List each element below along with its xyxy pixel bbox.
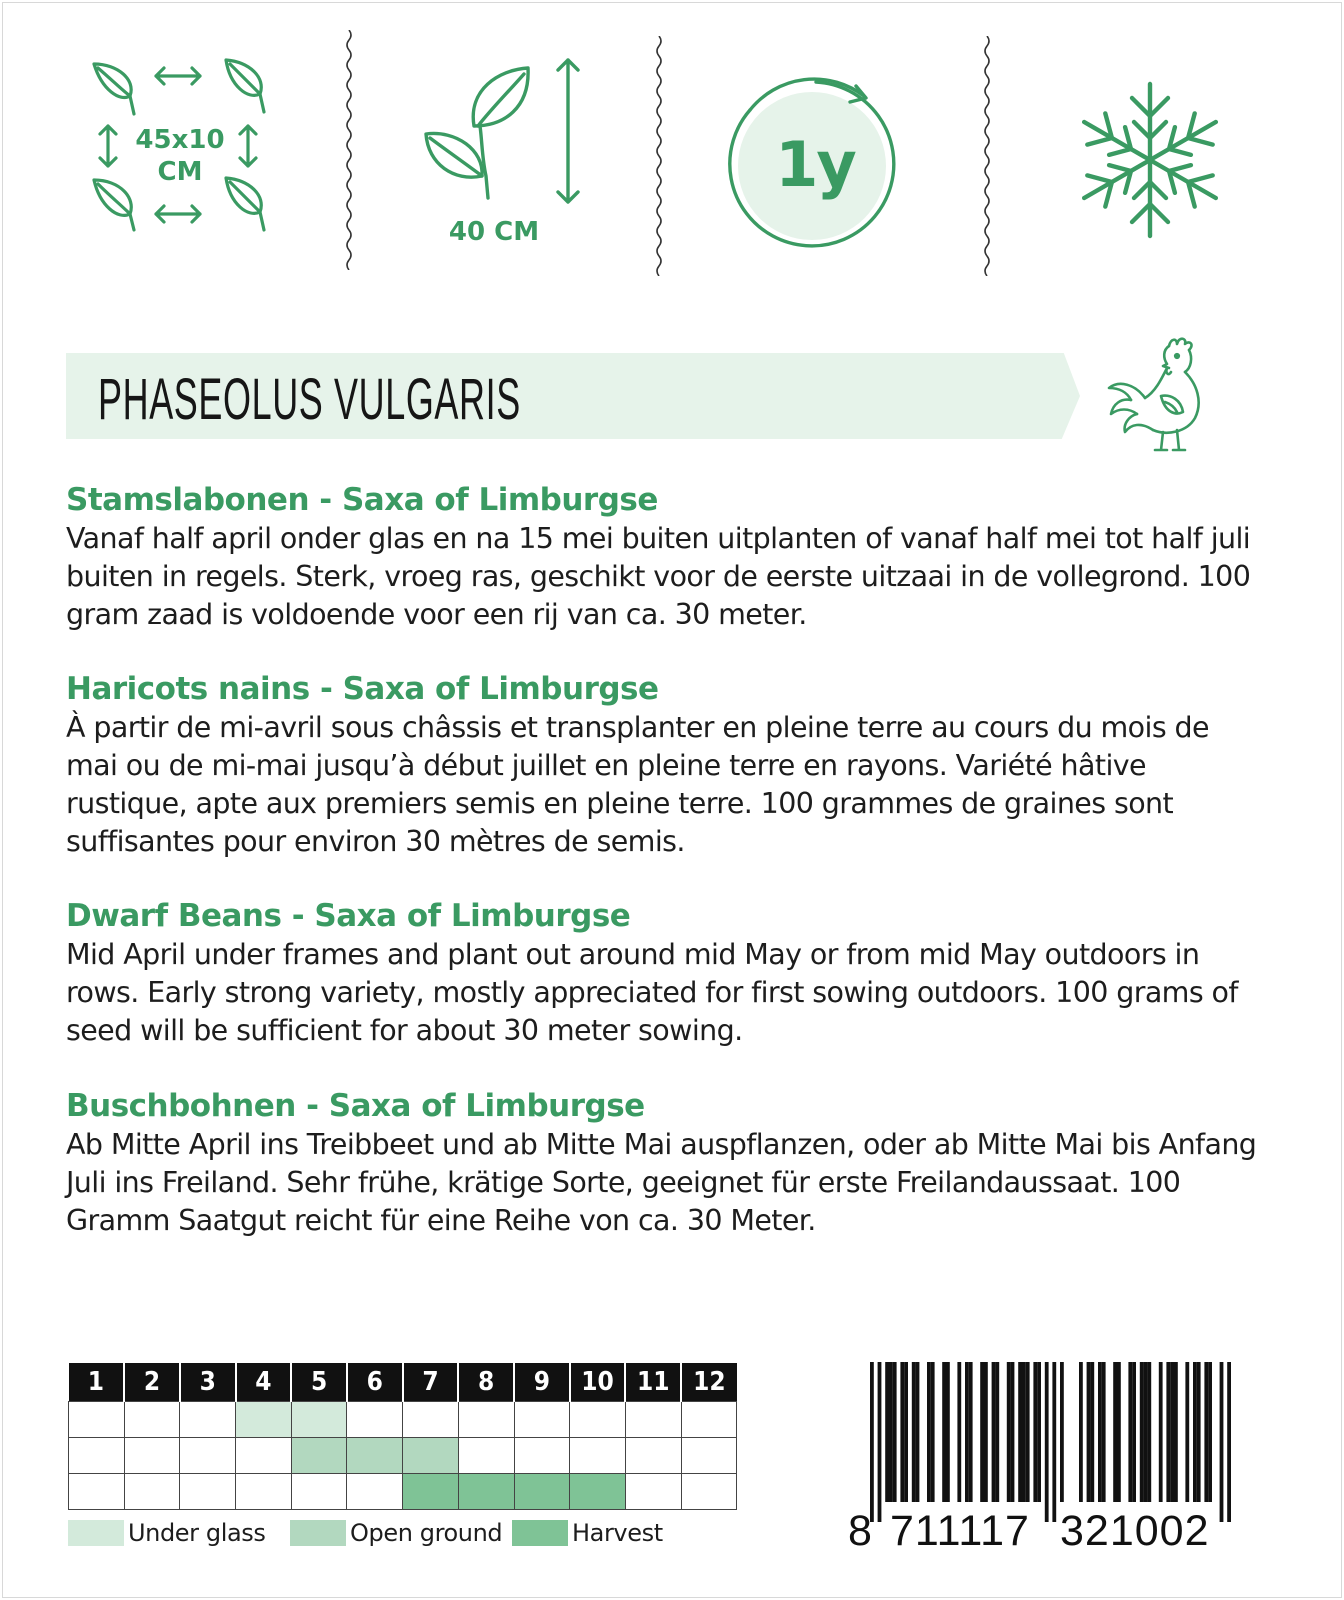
plant-height-icon — [420, 30, 600, 210]
calendar-cell — [458, 1401, 514, 1437]
calendar-cell — [124, 1401, 180, 1437]
calendar-cell — [236, 1437, 292, 1473]
barcode-bar — [916, 1362, 920, 1502]
calendar-cell — [236, 1473, 292, 1509]
legend-label: Under glass — [128, 1519, 266, 1547]
calendar-cell — [625, 1401, 681, 1437]
barcode-bar — [1170, 1362, 1174, 1502]
calendar-cell — [347, 1401, 403, 1437]
calendar-cell — [681, 1401, 737, 1437]
barcode-bar — [969, 1362, 973, 1502]
calendar-cell — [570, 1401, 626, 1437]
calendar-cell — [681, 1437, 737, 1473]
section-title: Stamslabonen - Saxa of Limburgse — [66, 482, 658, 518]
barcode-bar — [1098, 1362, 1102, 1502]
wavy-divider — [344, 30, 354, 270]
barcode-bar — [1144, 1362, 1148, 1502]
calendar-cell — [403, 1437, 459, 1473]
barcode-bar — [992, 1362, 996, 1502]
calendar-cell — [236, 1401, 292, 1437]
calendar-month-row — [69, 1363, 737, 1401]
barcode-bar — [904, 1362, 908, 1502]
calendar-month-2: 2 — [124, 1363, 180, 1401]
barcode-group-left: 711117 — [890, 1507, 1030, 1555]
barcode-bar — [1117, 1362, 1121, 1502]
barcode-bar — [1197, 1362, 1201, 1502]
barcode-bar — [980, 1362, 984, 1502]
calendar-cell — [625, 1473, 681, 1509]
barcode-bar — [1227, 1362, 1231, 1522]
barcode-bar — [1026, 1362, 1030, 1502]
barcode-bar — [927, 1362, 931, 1502]
barcode-bar — [1147, 1362, 1151, 1502]
barcode-bar — [1204, 1362, 1208, 1502]
barcode-bar — [893, 1362, 897, 1502]
icons-row — [0, 0, 1344, 290]
snowflake-icon — [1074, 30, 1234, 250]
rooster-icon — [1105, 332, 1215, 456]
wavy-divider — [654, 36, 664, 276]
barcode-bar — [1079, 1362, 1083, 1502]
barcode-bar — [965, 1362, 969, 1502]
barcode-bar — [1113, 1362, 1117, 1502]
legend-label: Open ground — [350, 1519, 503, 1547]
calendar-row-open-ground — [69, 1437, 737, 1473]
barcode-bar — [1060, 1362, 1064, 1502]
calendar-month-8: 8 — [458, 1363, 514, 1401]
legend-label: Harvest — [572, 1519, 663, 1547]
section-french — [66, 669, 1266, 861]
barcode-bar — [942, 1362, 946, 1502]
barcode-digit-first: 8 — [848, 1507, 872, 1555]
barcode-bar — [957, 1362, 961, 1502]
calendar-cell — [570, 1437, 626, 1473]
calendar-month-5: 5 — [291, 1363, 347, 1401]
section-dutch — [66, 480, 1266, 634]
barcode-bar — [1132, 1362, 1136, 1502]
barcode-bar — [1193, 1362, 1197, 1502]
lifecycle-icon-group — [720, 30, 910, 280]
lifecycle-label: 1y — [775, 128, 855, 201]
legend-swatch — [512, 1520, 568, 1546]
calendar-cell — [458, 1473, 514, 1509]
calendar-cell — [403, 1473, 459, 1509]
barcode-bar — [1140, 1362, 1144, 1502]
barcode-bar — [900, 1362, 904, 1502]
barcode-bar — [1033, 1362, 1037, 1502]
calendar-cell — [291, 1437, 347, 1473]
barcode-bar — [946, 1362, 950, 1502]
section-german — [66, 1086, 1266, 1240]
calendar-month-10: 10 — [570, 1363, 626, 1401]
legend-swatch — [290, 1520, 346, 1546]
barcode-bar — [1090, 1362, 1094, 1502]
barcode-bar — [1052, 1362, 1056, 1522]
calendar-cell — [180, 1473, 236, 1509]
barcode-bar — [1018, 1362, 1022, 1502]
hardiness-icon-group — [1074, 30, 1234, 280]
section-text: Ab Mitte April ins Treibbeet und ab Mitte Mai auspflanzen, oder ab Mitte Mai bis Anfang Juli ins Freiland. Sehr frühe, krätige Sorte, geeignet für erste Freilandaussaat. 100 Gramm Saatgut reicht für eine Reihe von ca. 30 Meter. — [66, 1128, 1257, 1237]
barcode-bar — [1102, 1362, 1106, 1502]
barcode-bar — [1037, 1362, 1041, 1502]
barcode-bar — [870, 1362, 874, 1522]
calendar-month-1: 1 — [69, 1363, 125, 1401]
calendar-month-6: 6 — [347, 1363, 403, 1401]
section-text: À partir de mi-avril sous châssis et transplanter en pleine terre au cours du mois de mai ou de mi-mai jusqu’à début juillet en pleine terre en rayons. Variété hâtive rustique, apte aux premiers semis en pleine terre. 100 grammes de graines sont suffisantes pour environ 30 mètres de semis. — [66, 711, 1209, 858]
calendar-month-3: 3 — [180, 1363, 236, 1401]
barcode-bar — [1174, 1362, 1178, 1502]
latin-name: PHASEOLUS VULGARIS — [98, 367, 521, 432]
calendar-cell — [347, 1437, 403, 1473]
spacing-label-line2: CM — [157, 157, 203, 187]
calendar-cell — [514, 1401, 570, 1437]
barcode-bar — [889, 1362, 893, 1502]
wavy-divider — [982, 36, 992, 276]
calendar-cell — [625, 1437, 681, 1473]
calendar-cell — [69, 1401, 125, 1437]
barcode-bar — [1007, 1362, 1011, 1502]
barcode-bar — [885, 1362, 889, 1502]
barcode-bar — [878, 1362, 882, 1522]
legend-swatch — [68, 1520, 124, 1546]
calendar-cell — [124, 1437, 180, 1473]
section-title: Dwarf Beans - Saxa of Limburgse — [66, 898, 631, 934]
barcode — [850, 1362, 1250, 1522]
barcode-bar — [1087, 1362, 1091, 1502]
barcode-bar — [1220, 1362, 1224, 1522]
calendar-row-harvest — [69, 1473, 737, 1509]
barcode-bar — [1208, 1362, 1212, 1502]
barcode-bar — [984, 1362, 988, 1502]
calendar-cell — [347, 1473, 403, 1509]
barcode-bar — [995, 1362, 999, 1502]
barcode-group-right: 321002 — [1060, 1507, 1210, 1555]
calendar-cell — [69, 1437, 125, 1473]
calendar-cell — [124, 1473, 180, 1509]
barcode-bar — [931, 1362, 935, 1502]
barcode-bar — [1166, 1362, 1170, 1502]
calendar-cell — [514, 1473, 570, 1509]
calendar-cell — [69, 1473, 125, 1509]
calendar-month-9: 9 — [514, 1363, 570, 1401]
spacing-label-line1: 45x10 — [135, 125, 225, 155]
spacing-label — [120, 124, 240, 188]
section-text: Mid April under frames and plant out around mid May or from mid May outdoors in rows. Early strong variety, mostly appreciated for first sowing outdoors. 100 grams of seed will be sufficient for about 30 meter sowing. — [66, 938, 1238, 1047]
calendar-month-7: 7 — [403, 1363, 459, 1401]
calendar-cell — [180, 1437, 236, 1473]
calendar-cell — [291, 1401, 347, 1437]
barcode-bar — [1159, 1362, 1163, 1502]
barcode-bar — [1022, 1362, 1026, 1502]
calendar-month-11: 11 — [625, 1363, 681, 1401]
calendar-row-under-glass — [69, 1401, 737, 1437]
barcode-bar — [1185, 1362, 1189, 1502]
barcode-bar — [1128, 1362, 1132, 1502]
calendar-cell — [180, 1401, 236, 1437]
height-label: 40 CM — [448, 217, 540, 247]
section-title: Buschbohnen - Saxa of Limburgse — [66, 1088, 645, 1124]
section-text: Vanaf half april onder glas en na 15 mei buiten uitplanten of vanaf half mei tot half juli buiten in regels. Sterk, vroeg ras, geschikt voor de eerste uitzaai in de vollegrond. 100 gram zaad is voldoende voor een rij van ca. 30 meter. — [66, 522, 1251, 631]
calendar-month-12: 12 — [681, 1363, 737, 1401]
calendar-cell — [458, 1437, 514, 1473]
spacing-icon-group — [80, 30, 280, 280]
section-english — [66, 896, 1266, 1050]
calendar-cell — [681, 1473, 737, 1509]
calendar-cell — [291, 1473, 347, 1509]
calendar-cell — [514, 1437, 570, 1473]
calendar-cell — [570, 1473, 626, 1509]
barcode-bar — [912, 1362, 916, 1502]
barcode-bar — [1011, 1362, 1015, 1502]
height-icon-group — [420, 30, 600, 280]
calendar-month-4: 4 — [236, 1363, 292, 1401]
barcode-bar — [1045, 1362, 1049, 1522]
sowing-calendar — [68, 1363, 737, 1510]
section-title: Haricots nains - Saxa of Limburgse — [66, 671, 659, 707]
calendar-cell — [403, 1401, 459, 1437]
